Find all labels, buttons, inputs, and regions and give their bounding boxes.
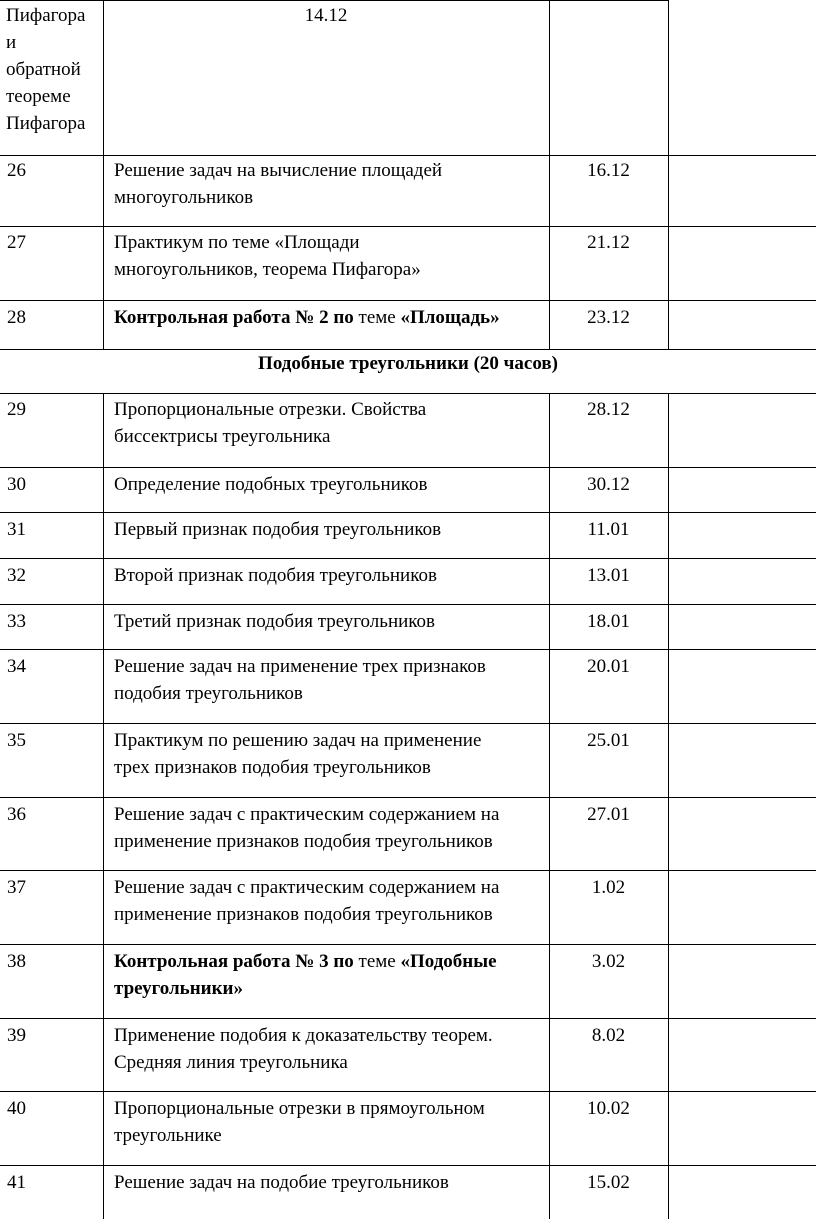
test-title-bold: Контрольная работа № 3 по	[114, 951, 354, 972]
lesson-number: 41	[7, 1172, 26, 1193]
topic-line: Решение задач на применение трех признаков	[114, 656, 486, 677]
lesson-number: 35	[7, 730, 26, 751]
topic-line: Практикум по теме «Площади	[114, 232, 360, 253]
test-title-normal: теме	[353, 951, 401, 972]
test-title-normal: теме	[353, 307, 401, 328]
lesson-topic	[114, 471, 428, 498]
lesson-date: 23.12	[587, 307, 630, 328]
topic-line: обратной	[6, 59, 81, 80]
topic-line: Третий признак подобия треугольников	[114, 611, 436, 632]
lesson-date: 27.01	[587, 804, 630, 825]
lesson-date: 8.02	[591, 1025, 626, 1046]
lesson-number: 27	[7, 232, 26, 253]
lesson-topic	[114, 653, 486, 707]
topic-line: и	[6, 32, 17, 53]
test-title-bold: Контрольная работа № 2 по	[114, 307, 354, 328]
topic-line: Пропорциональные отрезки в прямоугольном	[114, 1098, 485, 1119]
topic-line: применение признаков подобия треугольников	[114, 904, 493, 925]
lesson-topic	[114, 1022, 493, 1076]
lesson-topic	[114, 801, 499, 855]
lesson-topic	[114, 874, 499, 928]
topic-cell	[6, 2, 102, 137]
lesson-number: 37	[7, 877, 26, 898]
lesson-topic	[114, 229, 421, 283]
lesson-topic	[114, 1169, 449, 1196]
lesson-number: 36	[7, 804, 26, 825]
lesson-number: 28	[7, 307, 26, 328]
lesson-topic	[114, 516, 441, 543]
topic-line: треугольнике	[114, 1125, 222, 1146]
topic-line: Пифагора	[6, 5, 86, 26]
lesson-number: 40	[7, 1098, 26, 1119]
topic-line: Решение задач с практическим содержанием на	[114, 877, 500, 898]
topic-line: Применение подобия к доказательству теорем.	[114, 1025, 493, 1046]
lesson-date: 3.02	[591, 951, 626, 972]
topic-line	[114, 975, 497, 1002]
topic-line: Определение подобных треугольников	[114, 474, 428, 495]
lesson-number: 39	[7, 1025, 26, 1046]
lesson-date: 18.01	[587, 611, 630, 632]
lesson-topic	[114, 727, 481, 781]
lesson-number: 26	[7, 160, 26, 181]
topic-line: трех признаков подобия треугольников	[114, 757, 431, 778]
lesson-date: 20.01	[587, 656, 630, 677]
topic-line: Средняя линия треугольника	[114, 1052, 348, 1073]
topic-line: подобия треугольников	[114, 683, 303, 704]
topic-line: многоугольников, теорема Пифагора»	[114, 259, 421, 280]
lesson-date: 30.12	[587, 474, 630, 495]
topic-line: теореме	[6, 86, 71, 107]
lesson-date: 28.12	[587, 399, 630, 420]
topic-line: Второй признак подобия треугольников	[114, 565, 437, 586]
lesson-number: 34	[7, 656, 26, 677]
topic-line: многоугольников	[114, 187, 254, 208]
lesson-date: 13.01	[587, 565, 630, 586]
lesson-date: 25.01	[587, 730, 630, 751]
topic-line: Практикум по решению задач на применение	[114, 730, 482, 751]
lesson-number: 33	[7, 611, 26, 632]
lesson-topic	[114, 396, 426, 450]
lesson-number: 31	[7, 519, 26, 540]
topic-line: Решение задач с практическим содержанием на	[114, 804, 500, 825]
lesson-date: 21.12	[587, 232, 630, 253]
topic-line: Пифагора	[6, 113, 86, 134]
lesson-number: 29	[7, 399, 26, 420]
topic-line: Решение задач на подобие треугольников	[114, 1172, 449, 1193]
lesson-date: 15.02	[587, 1172, 630, 1193]
lesson-topic	[114, 157, 442, 211]
lesson-date: 16.12	[587, 160, 630, 181]
lesson-number: 32	[7, 565, 26, 586]
test-topic-bold: «Подобные	[400, 951, 497, 972]
lesson-topic	[114, 948, 497, 1002]
date-cell: 14.12	[304, 5, 348, 26]
lesson-topic	[114, 304, 500, 331]
topic-line: Первый признак подобия треугольников	[114, 519, 442, 540]
topic-line	[114, 948, 497, 975]
test-topic-bold: «Площадь»	[400, 307, 500, 328]
test-topic-bold: треугольники»	[114, 978, 243, 999]
lesson-number: 38	[7, 951, 26, 972]
topic-line: биссектрисы треугольника	[114, 426, 331, 447]
lesson-number: 30	[7, 474, 26, 495]
section-title: Подобные треугольники (20 часов)	[258, 353, 558, 374]
topic-line: применение признаков подобия треугольников	[114, 831, 493, 852]
topic-line: Пропорциональные отрезки. Свойства	[114, 399, 427, 420]
lesson-topic	[114, 1095, 485, 1149]
lesson-date: 11.01	[587, 519, 630, 540]
lesson-topic	[114, 562, 437, 589]
topic-line: Решение задач на вычисление площадей	[114, 160, 443, 181]
lesson-date: 1.02	[591, 877, 626, 898]
lesson-date: 10.02	[587, 1098, 630, 1119]
lesson-topic	[114, 608, 435, 635]
